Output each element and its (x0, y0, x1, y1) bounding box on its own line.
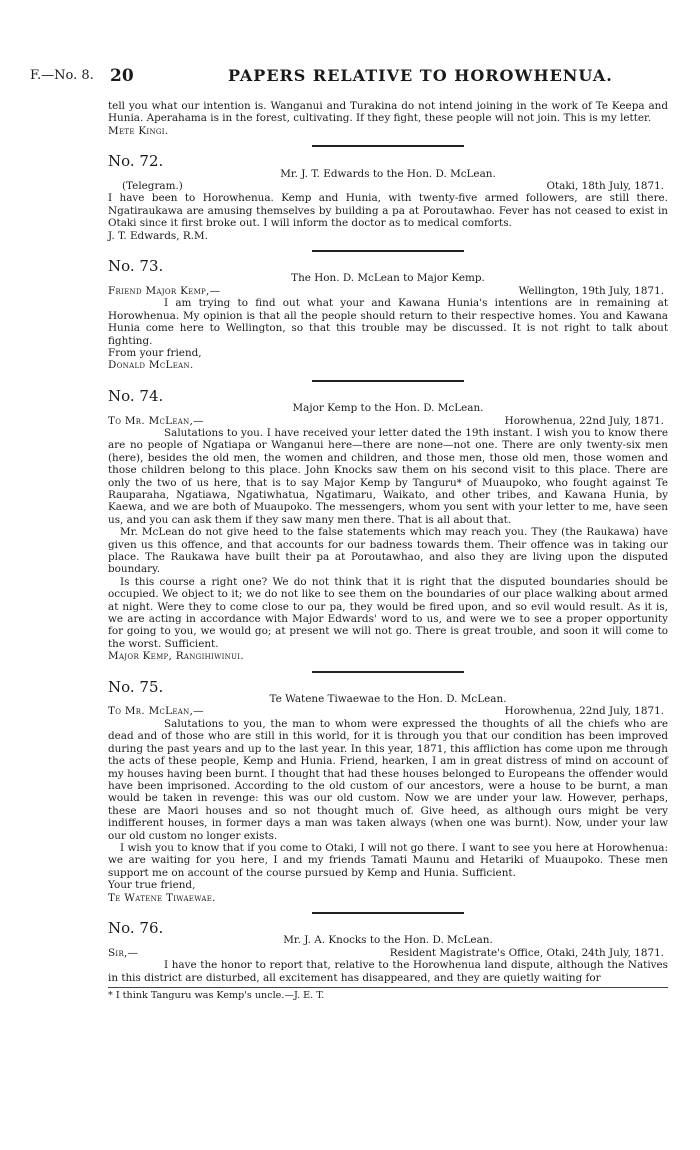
section-divider (312, 145, 464, 147)
paper-reference: F.—No. 8. (30, 68, 94, 83)
letter-continued (108, 100, 668, 137)
paragraph: Salutations to you, the man to whom were expressed the thoughts of all the chiefs who are dead and of those who are still in this world, for it is through you that our condition has been improved during the past years and up to the last year. In this year, 1871, this affliction has come upon me through the acts of these people, Kemp and Hunia. Friend, hearken, I am in great distress of mind on account of my houses having been burnt. I thought that had these houses belonged to Europeans the offender would have been imprisoned. According to the old custom of our ancestors, were a house to be burnt, a man would be taken in revenge: this was our old custom. Now we are under your law. However, perhaps, these are Maori houses and so not thought much of. Give heed, as although ours might be very indifferent houses, in former days a man was taken always (when one was burnt). Now, under your law our old custom no longer exists. (108, 717, 668, 842)
letter-meta (108, 180, 668, 192)
salutation: To Mr. McLean,— (108, 414, 204, 427)
dateline: Horowhenua, 22nd July, 1871. (504, 705, 664, 718)
closing: From your friend, (108, 346, 202, 359)
page-header (0, 68, 700, 88)
footnote: * I think Tanguru was Kemp's uncle.—J. E. T. (108, 990, 325, 1001)
letter-meta (108, 285, 668, 297)
section-divider (312, 671, 464, 673)
paragraph: I have been to Horowhenua. Kemp and Hunia, with twenty-five armed followers, are still there. Ngatiraukawa are amusing themselves by building a pa at Poroutawhao. Fever has not ceased to exist in Otaki since it first broke out. I will inform the doctor as to medical comforts. (108, 192, 668, 230)
letter-meta (108, 947, 668, 959)
letter-76 (108, 918, 668, 984)
signature: Mete Kingi. (108, 124, 169, 137)
page-number: 20 (110, 66, 134, 86)
letter-72 (108, 152, 668, 242)
letter-number: No. 76. (108, 918, 164, 937)
signature: Donald McLean. (108, 359, 194, 372)
letter-74 (108, 386, 668, 663)
dateline: Otaki, 18th July, 1871. (546, 180, 664, 193)
letter-meta (108, 415, 668, 427)
footnote-rule (108, 987, 668, 988)
letter-heading: Major Kemp to the Hon. D. McLean. (292, 402, 484, 415)
letter-heading: Mr. J. T. Edwards to the Hon. D. McLean. (280, 167, 496, 180)
letter-heading: Mr. J. A. Knocks to the Hon. D. McLean. (283, 934, 493, 947)
signature: Major Kemp, Rangihiwinui. (108, 650, 244, 663)
letter-heading: The Hon. D. McLean to Major Kemp. (291, 272, 485, 285)
salutation: Friend Major Kemp,— (108, 284, 221, 297)
letter-kind: (Telegram.) (122, 180, 183, 193)
signature: Te Watene Tiwaewae. (108, 891, 216, 904)
signature: J. T. Edwards, R.M. (108, 229, 208, 242)
paragraph: I have the honor to report that, relative to the Horowhenua land dispute, although the Natives in this district are disturbed, all excitement has disappeared, and they are quietly waiting for (108, 959, 668, 984)
section-divider (312, 250, 464, 252)
letter-number: No. 72. (108, 152, 164, 171)
paragraph: I am trying to find out what your and Kawana Hunia's intentions are in remaining at Horowhenua. My opinion is that all the people should return to their respective homes. You and Kawana Hunia come here to Wellington, so that this trouble may be discussed. It is not right to talk about fighting. (108, 297, 668, 347)
section-divider (312, 380, 464, 382)
letter-meta (108, 705, 668, 717)
paragraph: I wish you to know that if you come to Otaki, I will not go there. I want to see you here at Horowhenua: we are waiting for you here, I and my friends Tamati Maunu and Hetariki of Muaupoko. These men support me on account of the course pursued by Kemp and Hunia. Sufficient. (108, 841, 668, 879)
dateline: Wellington, 19th July, 1871. (518, 284, 664, 297)
section-divider (312, 912, 464, 914)
letter-number: No. 75. (108, 677, 164, 696)
letter-heading: Te Watene Tiwaewae to the Hon. D. McLean. (269, 693, 507, 706)
closing: Your true friend, (108, 879, 196, 892)
dateline: Resident Magistrate's Office, Otaki, 24th July, 1871. (389, 946, 664, 959)
letter-73 (108, 257, 668, 372)
salutation: To Mr. McLean,— (108, 705, 204, 718)
dateline: Horowhenua, 22nd July, 1871. (504, 414, 664, 427)
letter-75 (108, 677, 668, 904)
letter-number: No. 73. (108, 257, 164, 276)
document-body (108, 100, 668, 1002)
salutation: Sir,— (108, 946, 139, 959)
paragraph: Mr. McLean do not give heed to the false statements which may reach you. They (the Raukawa) have given us this offence, and that accounts for our badness towards them. Their offence was in taking our place. The Raukawa have built their pa at Poroutawhao, and also they are living upon the disputed boundary. (108, 526, 668, 576)
letter-number: No. 74. (108, 386, 164, 405)
running-title: PAPERS RELATIVE TO HOROWHENUA. (228, 66, 613, 85)
paragraph: Salutations to you. I have received your letter dated the 19th instant. I wish you to know there are no people of Ngatiapa or Wanganui here—there are none—not one. There are only twenty-six men (here), besides the old men, the women and children, and those men, those old men, those women and those children belong to this place. John Knocks saw them on his second visit to this place. There are only the two of us here, that is to say Major Kemp by Tanguru* of Muaupoko, who fought against Te Rauparaha, Ngatiawa, Ngatiwhatua, Ngatimaru, Waikato, and other tribes, and Kawana Hunia, by Kaewa, and we are both of Muaupoko. The messengers, whom you sent with your letter to me, have seen us, and you can ask them if they saw many men there. That is all about that. (108, 426, 668, 526)
paragraph: tell you what our intention is. Wanganui and Turakina do not intend joining in the work of Te Keepa and Hunia. Aperahama is in the forest, cultivating. If they fight, these people will not join. This is my letter. (108, 100, 668, 125)
paragraph: Is this course a right one? We do not think that it is right that the disputed boundaries should be occupied. We object to it; we do not like to see them on the boundaries of our place walking about armed at night. Were they to come close to our pa, they would be fired upon, and so evil would result. As it is, we are acting in accordance with Major Edwards' word to us, and were we to see a proper opportunity for going to you, we would go; at present we will not go. There is great trouble, and soon it will come to the worst. Sufficient. (108, 575, 668, 650)
